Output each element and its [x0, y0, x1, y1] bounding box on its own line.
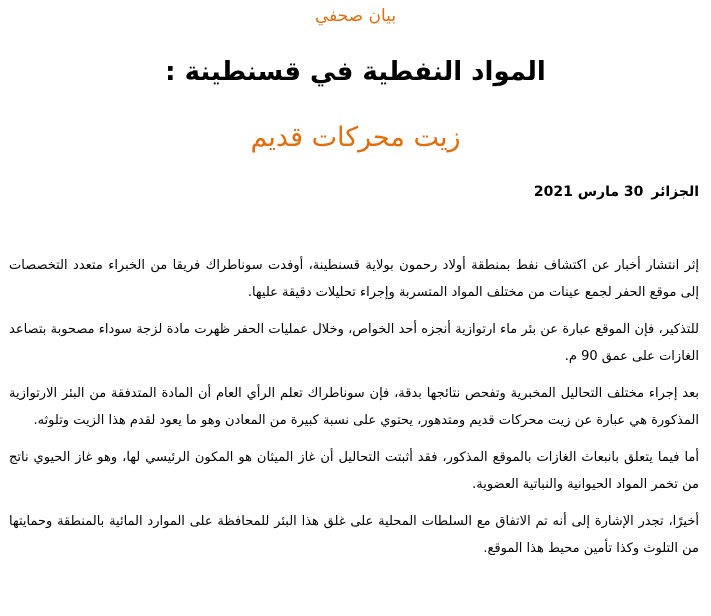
dateline-date: 30 مارس 2021	[533, 184, 644, 200]
page-subtitle: زيت محركات قديم	[250, 122, 461, 153]
body-paragraph-1: إثر انتشار أخبار عن اكتشاف نفط بمنطقة أولاد رحمون بولاية قسنطينة، أوفدت سوناطراك فريقا من الخبراء متعدد التخصصات إلى موقع الحفر لجمع عينات من مختلف المواد المتسربة وإجراء تحليلات دقيقة عليها.	[9, 258, 699, 300]
body-paragraph-3: بعد إجراء مختلف التحاليل المخبرية وتفحص نتائجها بدقة، فإن سوناطراك تعلم الرأي العام أن المادة المتدفقة من البئر الارتوازية المذكورة هي عبارة عن زيت محركات قديم ومتدهور، يحتوي على نسبة كبيرة من المعادن وهو ما يعود لقدم هذا الزيت وتلوثه.	[9, 386, 699, 428]
page-title: المواد النفطية في قسنطينة :	[165, 57, 546, 87]
document-label: بيان صحفي	[314, 6, 397, 26]
dateline-city: الجزائر	[651, 184, 699, 200]
body-paragraph-5: أخيرًا، تجدر الإشارة إلى أنه تم الاتفاق مع السلطات المحلية على غلق هذا البئر للمحافظة على الموارد المائية بالمنطقة وحمايتها من التلوث وكذا تأمين محيط هذا الموقع.	[9, 514, 699, 556]
document-body	[9, 252, 699, 572]
body-paragraph-2: للتذكير، فإن الموقع عبارة عن بئر ماء ارتوازية أنجزه أحد الخواص، وخلال عمليات الحفر ظهرت مادة لزجة سوداء مصحوبة بتصاعد الغازات على عمق 90 م.	[9, 322, 699, 364]
body-paragraph-4: أما فيما يتعلق بانبعاث الغازات بالموقع المذكور، فقد أثبتت التحاليل أن غاز الميثان هو المكون الرئيسي لها، وهو غاز الحيوي ناتج من تخمر المواد الحيوانية والنباتية العضوية.	[9, 450, 699, 492]
dateline	[526, 180, 699, 204]
